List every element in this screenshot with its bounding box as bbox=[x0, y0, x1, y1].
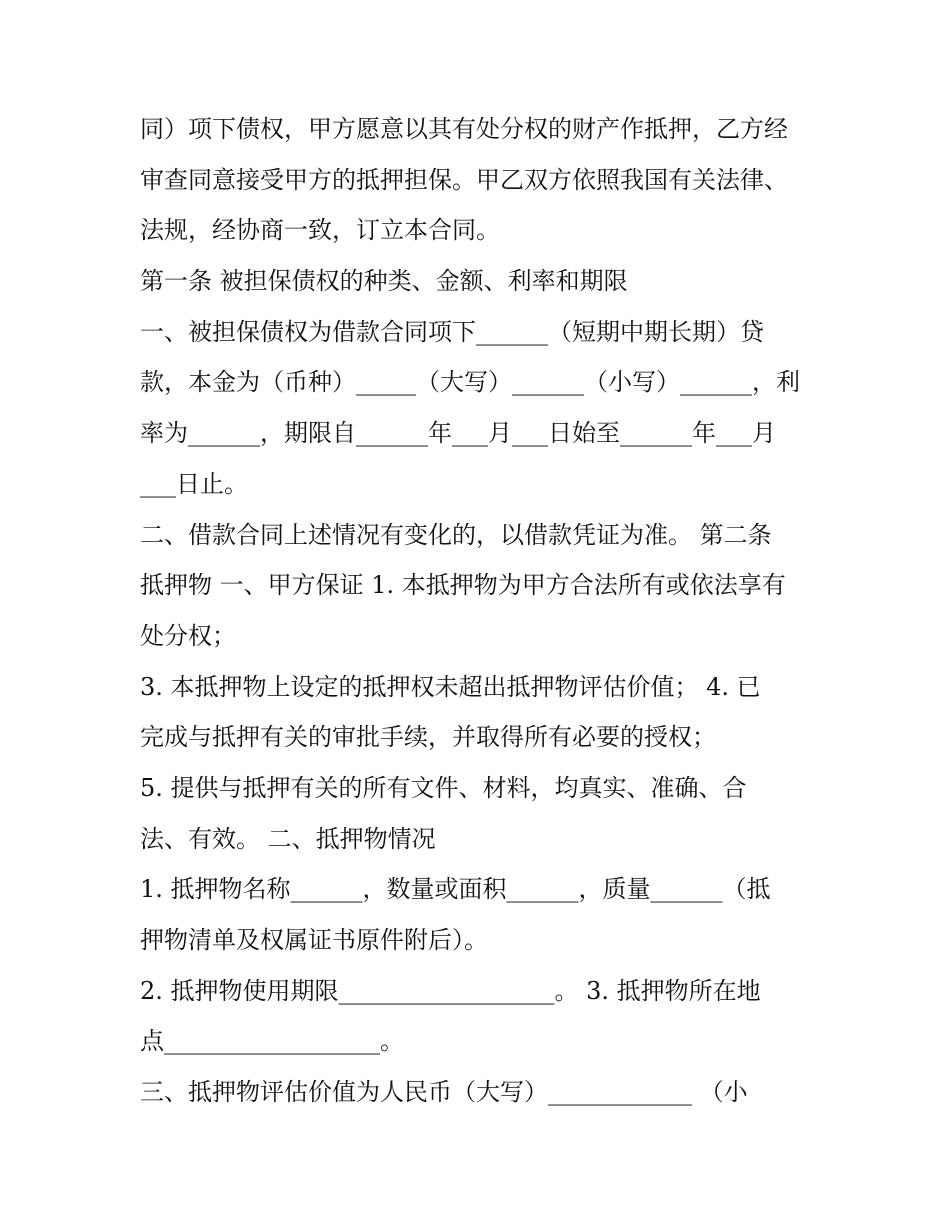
text-line: ___日止。 bbox=[140, 469, 248, 498]
text-line: 二、借款合同上述情况有变化的，以借款凭证为准。 第二条 bbox=[140, 520, 772, 549]
text-line: 完成与抵押有关的审批手续，并取得所有必要的授权； bbox=[140, 723, 716, 752]
contract-text bbox=[140, 104, 820, 1118]
text-line: 审查同意接受甲方的抵押担保。甲乙双方依照我国有关法律、 bbox=[140, 165, 788, 194]
text-line: 一、被担保债权为借款合同项下______（短期中期长期）贷 bbox=[140, 317, 764, 346]
text-line: 处分权； bbox=[140, 621, 236, 650]
text-line: 1. 抵押物名称______，数量或面积______，质量______（抵 bbox=[140, 875, 771, 904]
text-line: 三、抵押物评估价值为人民币（大写）____________ （小 bbox=[140, 1078, 748, 1107]
text-line: 5. 提供与抵押有关的所有文件、材料，均真实、准确、合 bbox=[140, 773, 747, 802]
text-line: 法、有效。 二、抵押物情况 bbox=[140, 824, 436, 853]
section-heading: 第一条 被担保债权的种类、金额、利率和期限 bbox=[140, 267, 628, 296]
text-line: 点__________________。 bbox=[140, 1027, 404, 1056]
text-line: 抵押物 一、甲方保证 1. 本抵押物为甲方合法所有或依法享有 bbox=[140, 571, 786, 600]
text-line: 法规，经协商一致，订立本合同。 bbox=[140, 216, 500, 245]
text-line: 率为______，期限自______年___月___日始至______年___月 bbox=[140, 419, 776, 448]
text-line: 同）项下债权，甲方愿意以其有处分权的财产作抵押，乙方经 bbox=[140, 115, 788, 143]
text-line: 2. 抵押物使用期限__________________。 3. 抵押物所在地 bbox=[140, 976, 761, 1005]
text-line: 押物清单及权属证书原件附后）。 bbox=[140, 926, 488, 954]
text-line: 3. 本抵押物上设定的抵押权未超出抵押物评估价值； 4. 已 bbox=[140, 672, 761, 701]
text-line: 款，本金为（币种）_____（大写）______（小写）______，利 bbox=[140, 368, 800, 397]
